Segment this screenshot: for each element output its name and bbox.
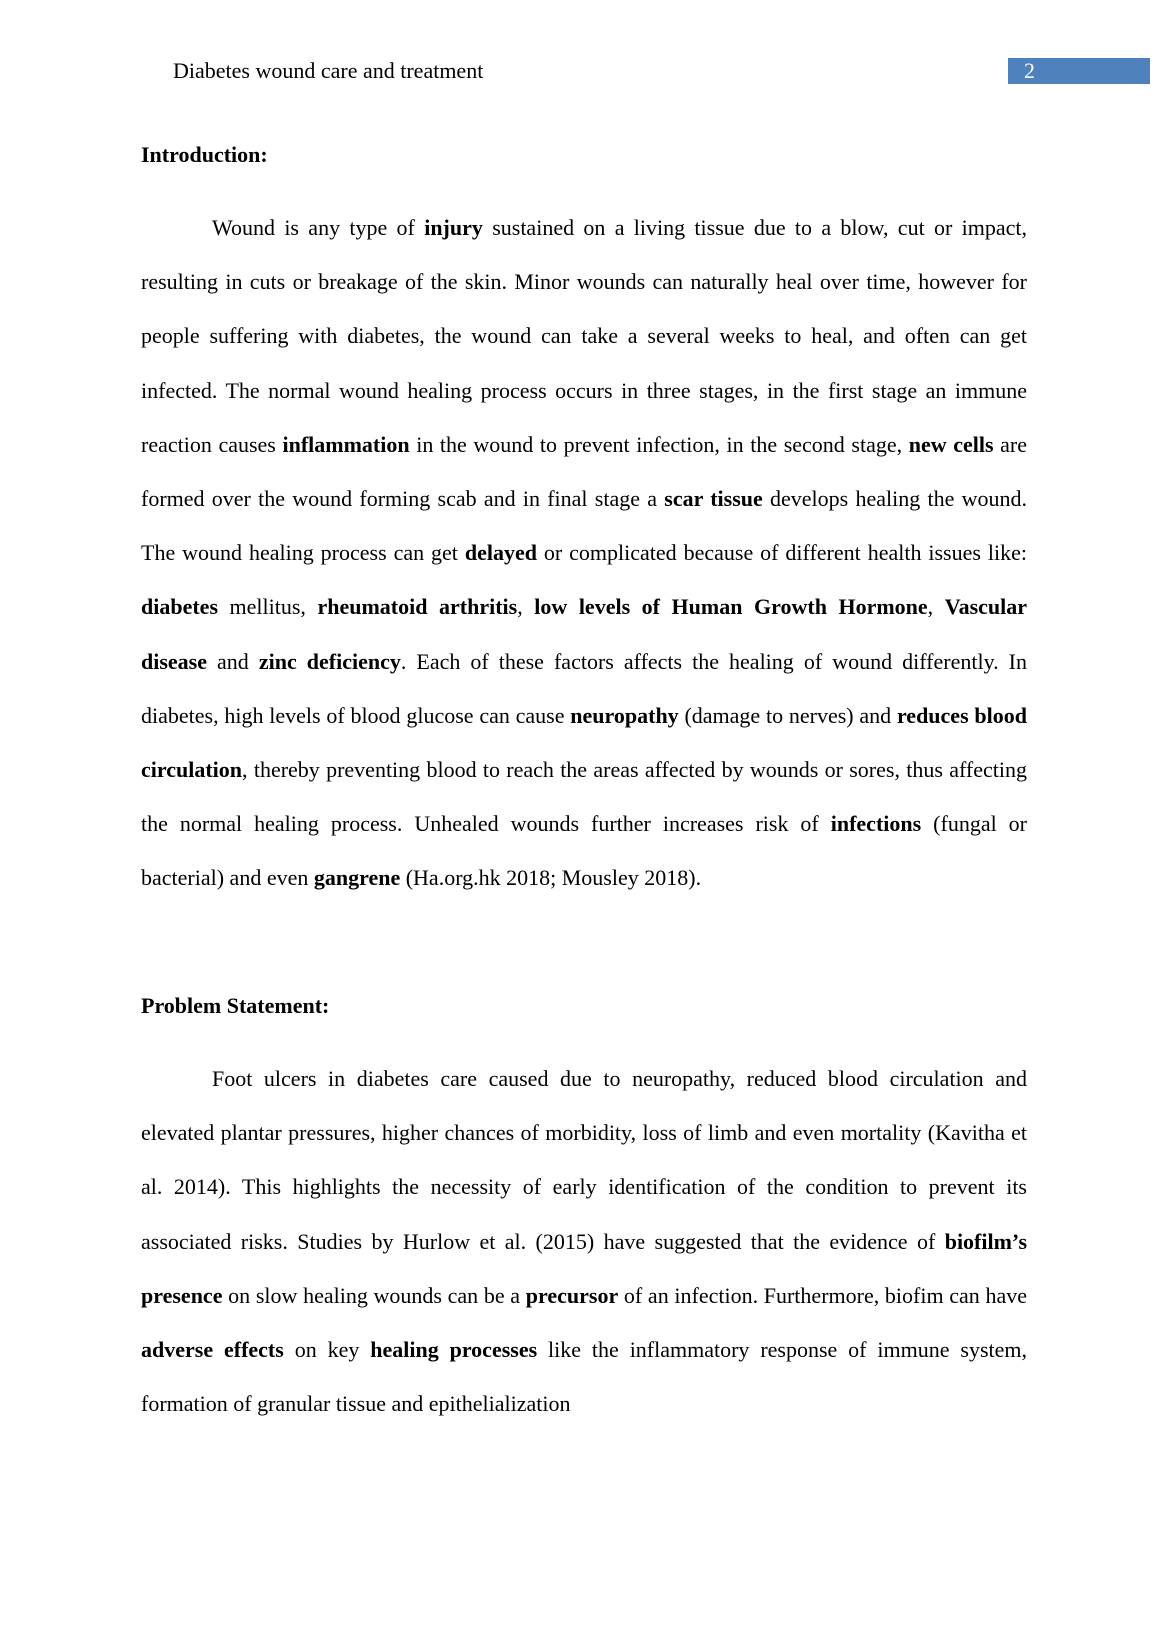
problem-statement-paragraph — [141, 1052, 1027, 1431]
text-run: on slow healing wounds can be a — [222, 1282, 526, 1308]
text-run: mellitus, — [218, 594, 318, 620]
bold-term: infections — [830, 811, 922, 837]
text-run: sustained on a living tissue due to a blow, cut or impact, resulting in cuts or breakage of the skin. Minor wounds can naturally heal over time, however for people suffering with diabetes, the wound can take a several weeks to heal, and often can get infected. The normal wound healing process occurs in three stages, in the first stage an immune reaction causes — [141, 215, 1027, 457]
text-run: . Each of these factors affects the healing of wound differently. In diabetes, high levels of blood glucose can cause — [141, 648, 1028, 728]
bold-term: low levels of Human Growth Hormone — [534, 594, 928, 620]
text-run: , — [517, 594, 535, 620]
bold-term: biofilm’s presence — [141, 1228, 1027, 1308]
text-run: Foot ulcers in diabetes care caused due to neuropathy, reduced blood circulation and elevated plantar pressures, higher chances of morbidity, loss of limb and even mortality (Kavitha et al. 2014). This highlights the necessity of early identification of the condition to prevent its associated risks. Studies by Hurlow et al. (2015) have suggested that the evidence of — [141, 1066, 1027, 1254]
text-run: , — [927, 594, 945, 620]
bold-term: gangrene — [313, 865, 401, 891]
bold-term: precursor — [525, 1282, 619, 1308]
text-run: (Ha.org.hk 2018; Mousley 2018). — [400, 865, 702, 891]
problem-statement-heading: Problem Statement: — [141, 993, 330, 1018]
text-run: , thereby preventing blood to reach the areas affected by wounds or sores, thus affecting the normal healing process. Unhealed wounds further increases risk of — [141, 757, 1027, 837]
page-number: 2 — [1024, 58, 1035, 83]
bold-term: scar tissue — [664, 486, 763, 512]
bold-term: adverse effects — [141, 1337, 284, 1363]
text-run: or complicated because of different health issues like: — [536, 540, 1027, 566]
text-run: like the inflammatory response of immune system, formation of granular tissue and epithelialization — [141, 1337, 1027, 1417]
bold-term: Vascular disease — [141, 594, 1028, 674]
text-run: Wound is any type of — [212, 215, 425, 240]
running-header-title: Diabetes wound care and treatment — [173, 58, 484, 83]
bold-term: delayed — [464, 540, 537, 566]
text-run: on key — [283, 1337, 371, 1363]
bold-term: new cells — [908, 431, 994, 457]
bold-term: diabetes — [141, 594, 218, 620]
introduction-heading: Introduction: — [141, 142, 268, 167]
bold-term: neuropathy — [570, 702, 679, 728]
page-number-badge — [1008, 58, 1150, 84]
bold-term: healing processes — [370, 1337, 538, 1363]
text-run: (fungal or bacterial) and even — [141, 811, 1027, 891]
bold-term: inflammation — [282, 431, 410, 457]
text-run: in the wound to prevent infection, in the second stage, — [409, 431, 909, 457]
bold-term: reduces blood circulation — [141, 702, 1027, 783]
bold-term: injury — [424, 215, 483, 240]
text-run: (damage to nerves) and — [678, 702, 897, 728]
text-run: are formed over the wound forming scab and in final stage a — [141, 431, 1028, 512]
text-run: and — [207, 648, 259, 674]
text-run: develops healing the wound. The wound healing process can get — [141, 486, 1027, 566]
text-run: of an infection. Furthermore, biofim can have — [618, 1282, 1027, 1308]
introduction-paragraph — [141, 201, 1027, 906]
bold-term: zinc deficiency — [258, 648, 401, 674]
bold-term: rheumatoid arthritis — [317, 594, 518, 620]
